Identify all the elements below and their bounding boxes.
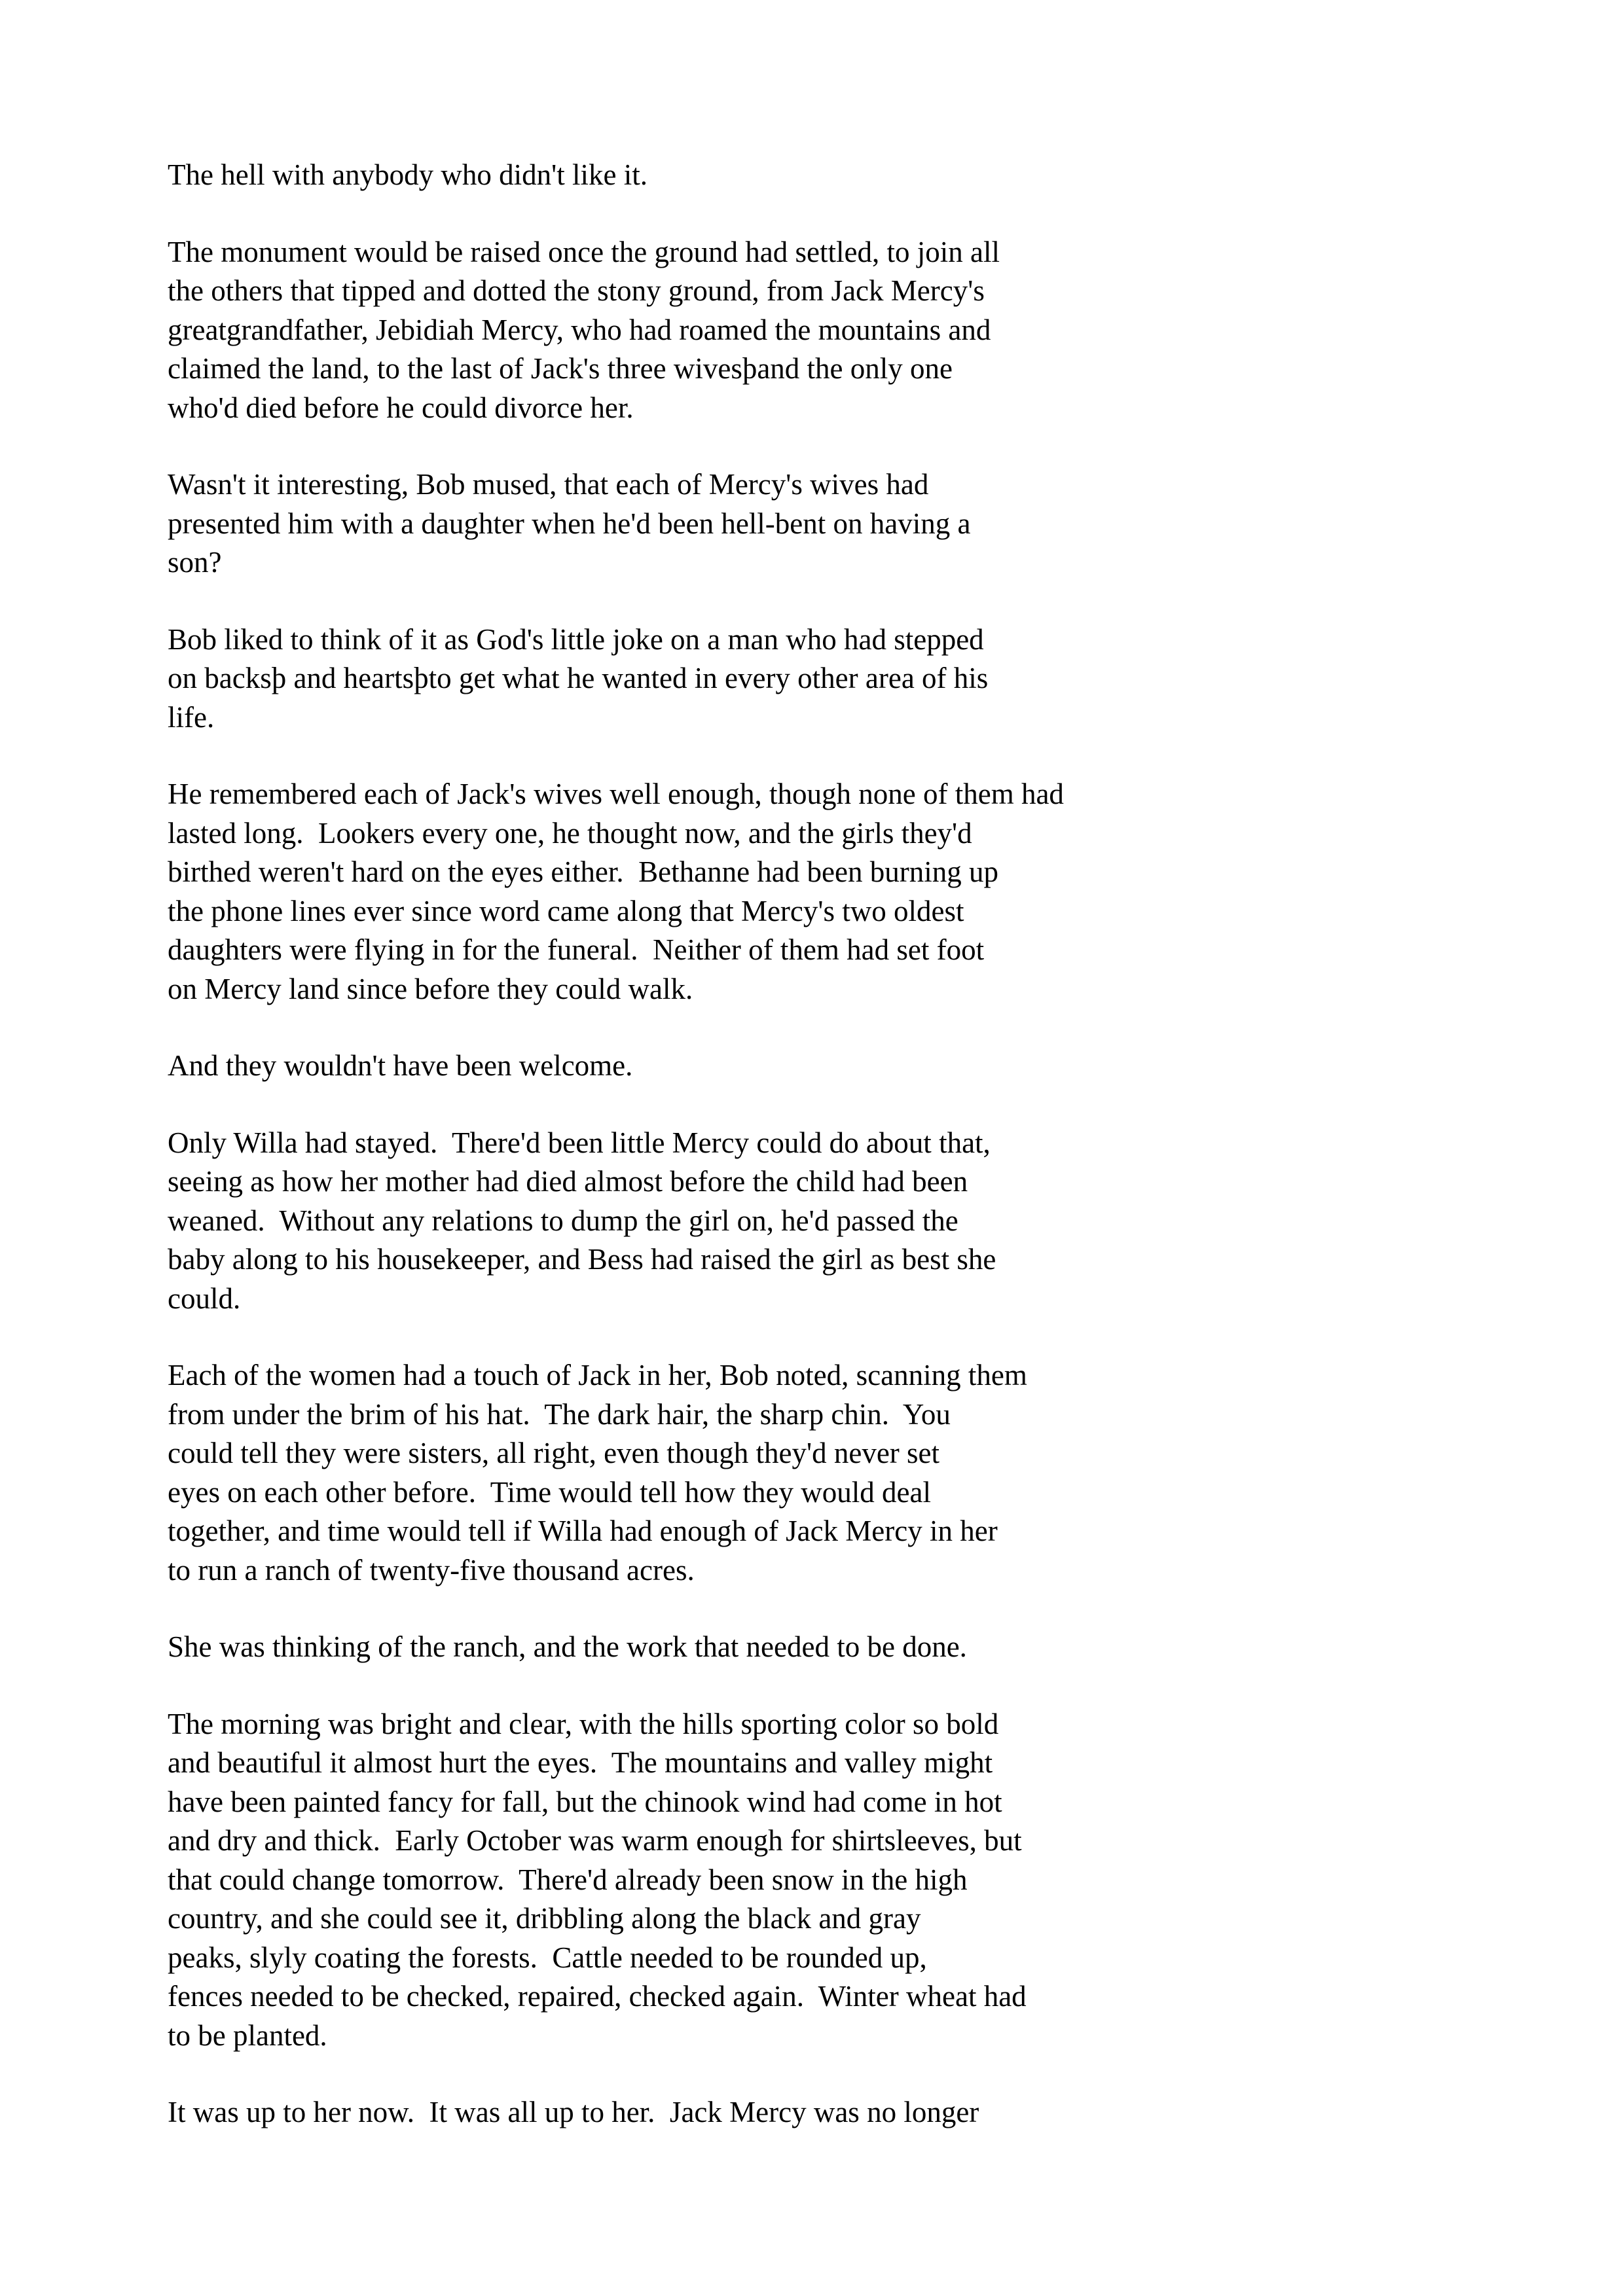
text-line: The hell with anybody who didn't like it. [168,158,648,191]
text-line: daughters were flying in for the funeral. Neither of them had set foot [168,933,985,966]
text-line: son? [168,546,222,579]
text-line: lasted long. Lookers every one, he thought now, and the girls they'd [168,816,972,850]
text-line: that could change tomorrow. There'd already been snow in the high [168,1863,968,1896]
paragraph [168,465,1346,583]
paragraph [168,1047,1346,1086]
paragraph [168,156,1346,195]
text-line: seeing as how her mother had died almost before the child had been [168,1165,968,1198]
text-line: greatgrandfather, Jebidiah Mercy, who had roamed the mountains and [168,313,991,346]
text-line: could tell they were sisters, all right, even though they'd never set [168,1437,940,1469]
text-line: The monument would be raised once the ground had settled, to join all [168,235,1000,268]
text-line: and dry and thick. Early October was warm enough for shirtsleeves, but [168,1824,1022,1857]
text-line: Bob liked to think of it as God's little joke on a man who had stepped [168,622,984,656]
text-line: eyes on each other before. Time would tell how they would deal [168,1475,931,1509]
text-line: She was thinking of the ranch, and the work that needed to be done. [168,1630,967,1663]
text-line: and beautiful it almost hurt the eyes. The mountains and valley might [168,1746,993,1779]
text-line: Wasn't it interesting, Bob mused, that each of Mercy's wives had [168,468,929,501]
paragraph [168,1124,1346,1319]
text-line: on backsþ and heartsþto get what he wanted in every other area of his [168,662,989,694]
text-line: Each of the women had a touch of Jack in her, Bob noted, scanning them [168,1359,1027,1391]
text-line: weaned. Without any relations to dump the girl on, he'd passed the [168,1204,958,1237]
text-line: the phone lines ever since word came along that Mercy's two oldest [168,894,964,927]
text-line: to be planted. [168,2018,327,2052]
paragraph [168,775,1346,1009]
text-line: from under the brim of his hat. The dark hair, the sharp chin. You [168,1397,951,1431]
paragraph [168,2093,1346,2132]
paragraph [168,1628,1346,1667]
text-line: birthed weren't hard on the eyes either. Bethanne had been burning up [168,855,998,888]
text-line: peaks, slyly coating the forests. Cattle needed to be rounded up, [168,1941,927,1974]
text-line: life. [168,700,215,734]
text-line: He remembered each of Jack's wives well enough, though none of them had [168,778,1064,810]
text-line: claimed the land, to the last of Jack's three wivesþand the only one [168,352,953,385]
text-line: have been painted fancy for fall, but the chinook wind had come in hot [168,1785,1002,1818]
paragraph [168,233,1346,428]
text-line: It was up to her now. It was all up to her. Jack Mercy was no longer [168,2096,979,2128]
paragraph [168,1705,1346,2056]
body-text [168,156,1346,2170]
text-line: country, and she could see it, dribbling along the black and gray [168,1902,921,1935]
text-line: together, and time would tell if Willa had enough of Jack Mercy in her [168,1515,998,1547]
text-line: on Mercy land since before they could walk. [168,972,693,1005]
text-line: Only Willa had stayed. There'd been little Mercy could do about that, [168,1126,991,1159]
text-line: The morning was bright and clear, with the hills sporting color so bold [168,1707,999,1740]
text-line: the others that tipped and dotted the stony ground, from Jack Mercy's [168,274,985,307]
text-line: fences needed to be checked, repaired, checked again. Winter wheat had [168,1980,1027,2013]
paragraph [168,620,1346,738]
text-line: could. [168,1282,241,1315]
text-line: presented him with a daughter when he'd been hell-bent on having a [168,507,971,540]
text-line: baby along to his housekeeper, and Bess had raised the girl as best she [168,1243,996,1276]
text-line: who'd died before he could divorce her. [168,391,634,424]
paragraph [168,1356,1346,1590]
text-line: to run a ranch of twenty-five thousand acres. [168,1553,695,1587]
text-line: And they wouldn't have been welcome. [168,1049,633,1082]
